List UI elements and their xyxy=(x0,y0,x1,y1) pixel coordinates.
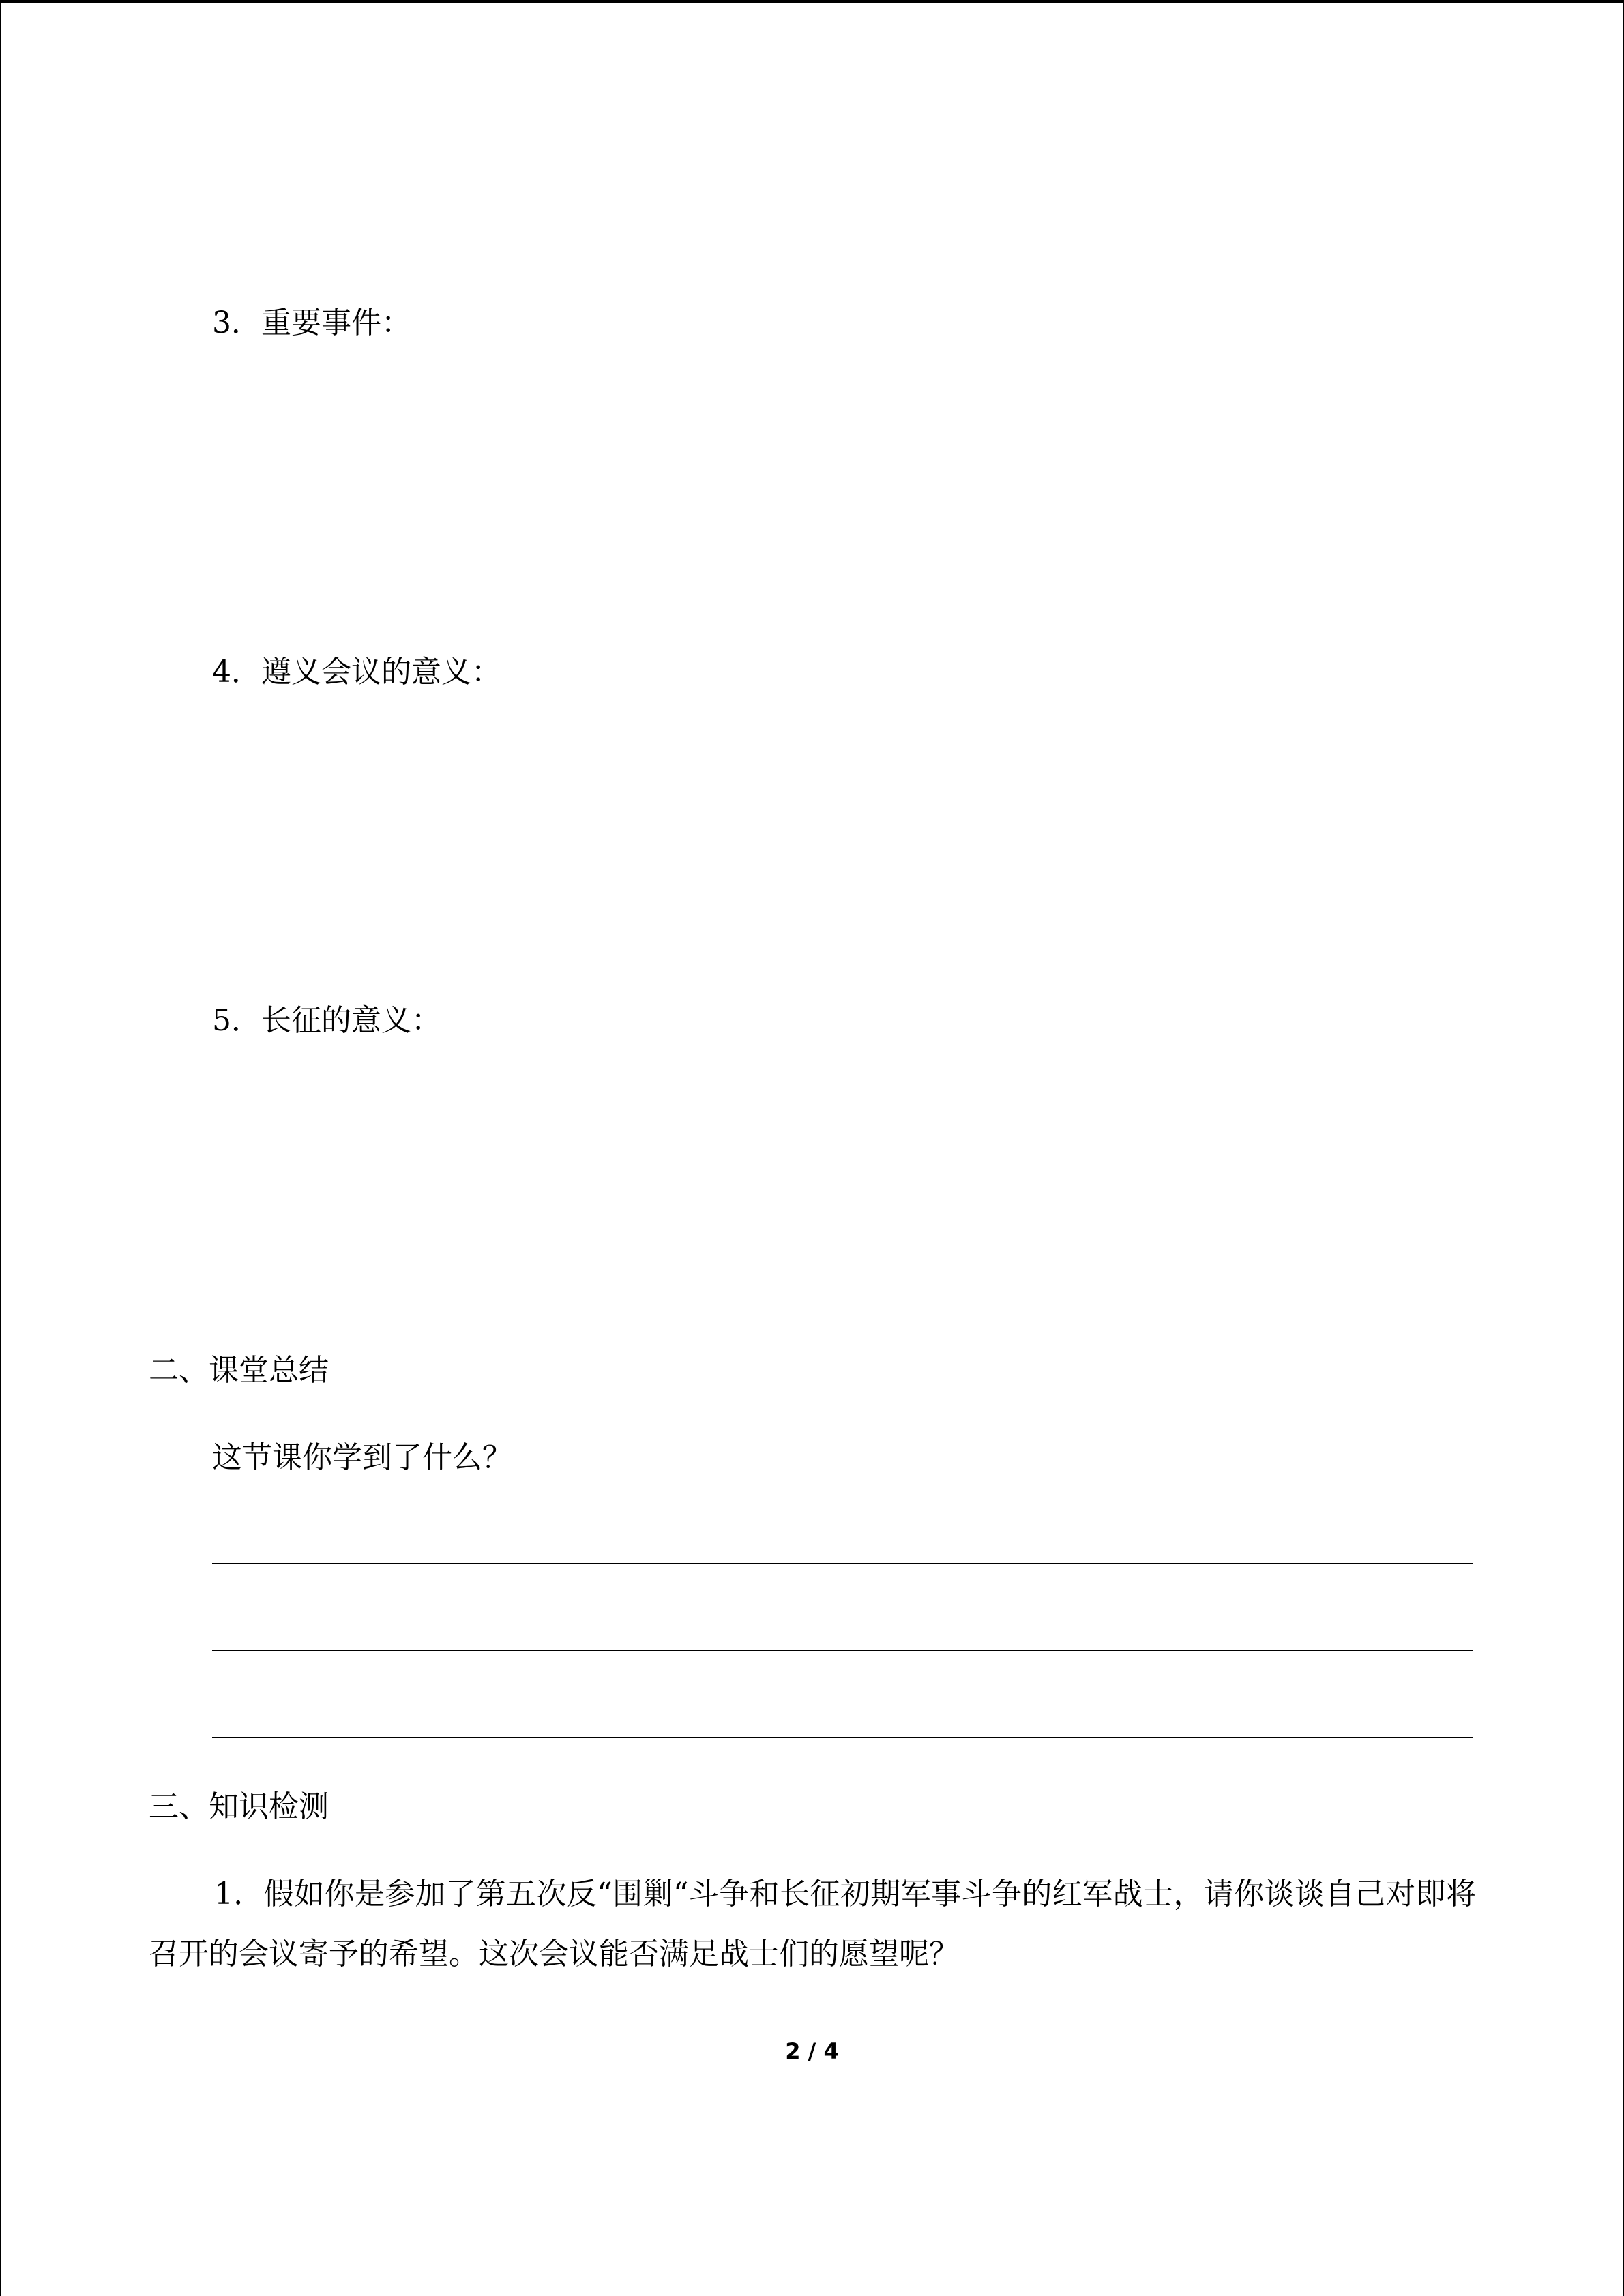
answer-line-3[interactable] xyxy=(212,1737,1473,1738)
section-2-heading: 二、课堂总结 xyxy=(149,1353,329,1388)
answer-line-2[interactable] xyxy=(212,1650,1473,1651)
section-3-heading: 三、知识检测 xyxy=(149,1789,329,1824)
question-1: 1．假如你是参加了第五次反“围剿“斗争和长征初期军事斗争的红军战士，请你谈谈自己对即将召开的会议寄予的希望。这次会议能否满足战士们的愿望呢？ xyxy=(149,1877,1476,1971)
item-5-label: 5．长征的意义： xyxy=(212,1003,441,1038)
answer-line-1[interactable] xyxy=(212,1563,1473,1564)
item-4-label: 4．遵义会议的意义： xyxy=(212,655,501,689)
page-number: 2 / 4 xyxy=(785,2038,839,2064)
item-3-label: 3．重要事件： xyxy=(212,305,411,340)
summary-prompt: 这节课你学到了什么？ xyxy=(212,1440,512,1475)
